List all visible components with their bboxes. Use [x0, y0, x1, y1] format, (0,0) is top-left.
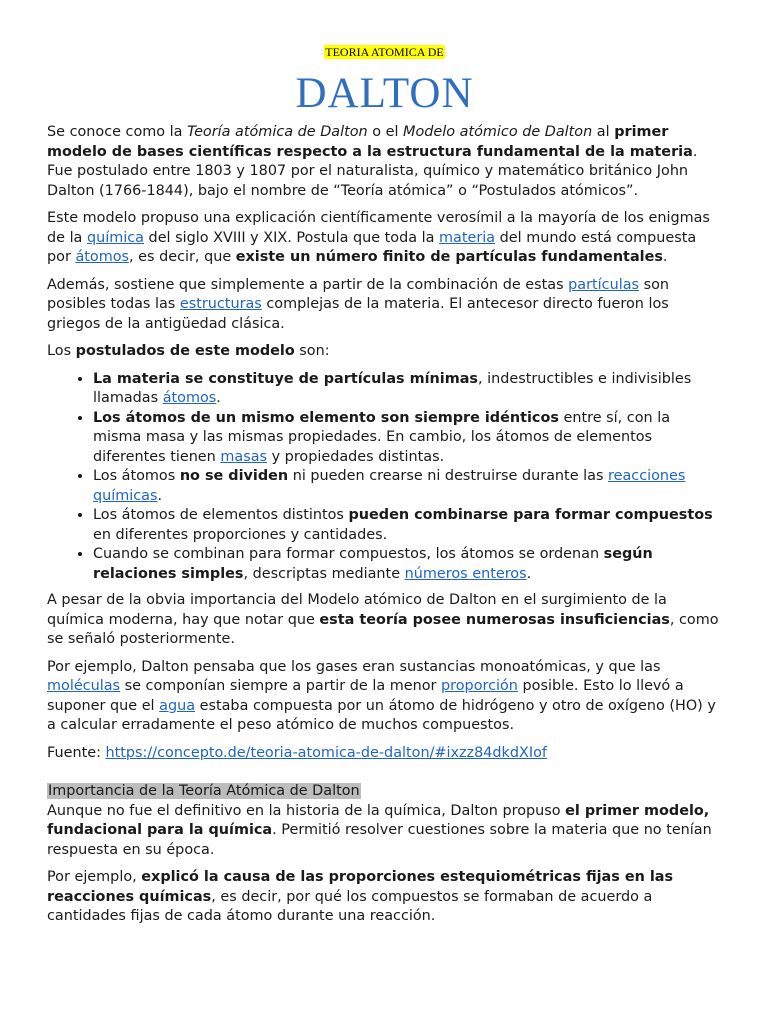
list-item: [93, 506, 722, 545]
paragraph-postulates-intro: [47, 342, 722, 362]
link-moleculas[interactable]: moléculas: [47, 678, 121, 694]
source-link[interactable]: https://concepto.de/teoria-atomica-de-dalton/#ixzz84dkdXIof: [105, 744, 547, 761]
text: Los: [47, 343, 76, 359]
link-particulas[interactable]: partículas: [568, 276, 640, 293]
text: posible. Esto lo llevó a suponer que el: [47, 678, 684, 714]
bold-text: Los átomos de un mismo elemento son siempre idénticos: [93, 409, 559, 426]
text: en diferentes proporciones y cantidades.: [93, 526, 388, 543]
paragraph-combination: [47, 276, 722, 335]
text: A pesar de la obvia importancia del Modelo atómico de Dalton en el surgimiento de la química moderna, hay que notar que: [47, 592, 667, 628]
text: , indestructibles e indivisibles llamadas: [93, 370, 692, 406]
text: del siglo XVIII y XIX. Postula que toda la: [143, 229, 440, 246]
text: .: [662, 249, 668, 265]
text: . Fue postulado entre 1803 y 1807 por el naturalista, químico y matemático británico John Dalton (1766-1844), bajo el nombre de “Teoría atómica” o “Postulados atómicos”.: [47, 143, 698, 199]
text: del mundo está compuesta por: [47, 229, 697, 265]
text: entre sí, con la misma masa y las mismas propiedades. En cambio, los átomos de elementos diferentes tienen: [93, 409, 671, 465]
link-numeros-enteros[interactable]: números enteros: [404, 565, 527, 582]
bold-text: pueden combinarse para formar compuestos: [348, 507, 713, 523]
link-agua[interactable]: agua: [159, 697, 196, 714]
text: .: [526, 565, 532, 582]
text: Los átomos: [93, 468, 180, 484]
link-estructuras[interactable]: estructuras: [179, 296, 262, 312]
text: Por ejemplo, Dalton pensaba que los gases eran sustancias monoatómicas, y que las: [47, 658, 661, 675]
page-title: DALTON: [295, 70, 474, 117]
bold-text: explicó la causa de las proporciones estequiométricas fijas en las reacciones químicas: [47, 869, 674, 905]
text: Por ejemplo,: [47, 869, 142, 885]
text: o el: [367, 124, 404, 140]
blank-line: [47, 763, 722, 782]
text: Aunque no fue el definitivo en la historia de la química, Dalton propuso: [47, 802, 566, 819]
link-proporcion[interactable]: proporción: [441, 678, 518, 694]
text: Se conoce como la: [47, 124, 188, 140]
text: .: [157, 487, 163, 504]
text: al: [592, 124, 615, 140]
text: son posibles todas las: [47, 276, 670, 312]
bold-text: postulados de este modelo: [75, 343, 295, 359]
bold-text: existe un número finito de partículas fundamentales: [235, 249, 663, 265]
text: Los átomos de elementos distintos: [93, 507, 349, 523]
section-heading-text: Importancia de la Teoría Atómica de Dalton: [48, 783, 360, 799]
link-atomos[interactable]: átomos: [75, 249, 130, 265]
paragraph-insufficiencies: [47, 591, 722, 650]
paragraph-example: [47, 658, 722, 736]
text: Cuando se combinan para formar compuestos, los átomos se ordenan: [93, 546, 604, 562]
text: . Permitió resolver cuestiones sobre la materia que no tenían respuesta en su época.: [47, 822, 712, 858]
list-item: [93, 370, 722, 409]
source-label: Fuente:: [47, 744, 106, 761]
list-item: [93, 409, 722, 468]
text: ni pueden crearse ni destruirse durante las: [288, 468, 609, 484]
paragraph-importance: [47, 802, 722, 861]
link-quimica[interactable]: química: [86, 229, 144, 246]
section-heading: [47, 782, 722, 802]
italic-text: Teoría atómica de Dalton: [187, 124, 368, 140]
text: , descriptas mediante: [243, 565, 405, 582]
text: y propiedades distintas.: [267, 448, 445, 465]
paragraph-model: [47, 209, 722, 268]
bold-text: La materia se constituye de partículas mínimas: [93, 370, 478, 387]
link-reacciones-quimicas[interactable]: reacciones químicas: [93, 468, 686, 504]
text: se componían siempre a partir de la menor: [120, 678, 442, 694]
text: .: [216, 390, 221, 406]
text: , es decir, que: [129, 249, 236, 265]
paragraph-source: [47, 744, 722, 764]
link-materia[interactable]: materia: [439, 229, 496, 246]
text: , es decir, por qué los compuestos se formaban de acuerdo a cantidades fijas de cada átomo durante una reacción.: [47, 888, 653, 924]
text: , como se señaló posteriormente.: [47, 611, 719, 647]
text: estaba compuesta por un átomo de hidrógeno y otro de oxígeno (HO) y a calcular erradamente el peso atómico de muchos compuestos.: [47, 697, 716, 733]
text: Este modelo propuso una explicación científicamente verosímil a la mayoría de los enigmas de la: [47, 210, 710, 246]
bold-text: primer modelo de bases científicas respecto a la estructura fundamental de la materia: [47, 124, 693, 160]
text: Además, sostiene que simplemente a partir de la combinación de estas: [47, 276, 569, 293]
text: son:: [294, 343, 330, 359]
header: [47, 0, 722, 59]
bold-text: el primer modelo, fundacional para la química: [47, 802, 710, 838]
link-masas[interactable]: masas: [220, 448, 268, 465]
postulates-list: [47, 370, 722, 585]
title-kicker: TEORIA ATOMICA DE: [325, 45, 444, 59]
list-item: [93, 545, 722, 584]
paragraph-intro: [47, 123, 722, 201]
bold-text: según relaciones simples: [93, 546, 653, 582]
italic-text: Modelo atómico de Dalton: [403, 124, 593, 140]
list-item: [93, 467, 722, 506]
bold-text: no se dividen: [179, 468, 289, 484]
text: complejas de la materia. El antecesor directo fueron los griegos de la antigüedad clásica.: [47, 296, 669, 332]
link-atomos-2[interactable]: átomos: [162, 390, 217, 406]
bold-text: esta teoría posee numerosas insuficiencias: [319, 611, 670, 628]
paragraph-stoichiometry: [47, 868, 722, 927]
